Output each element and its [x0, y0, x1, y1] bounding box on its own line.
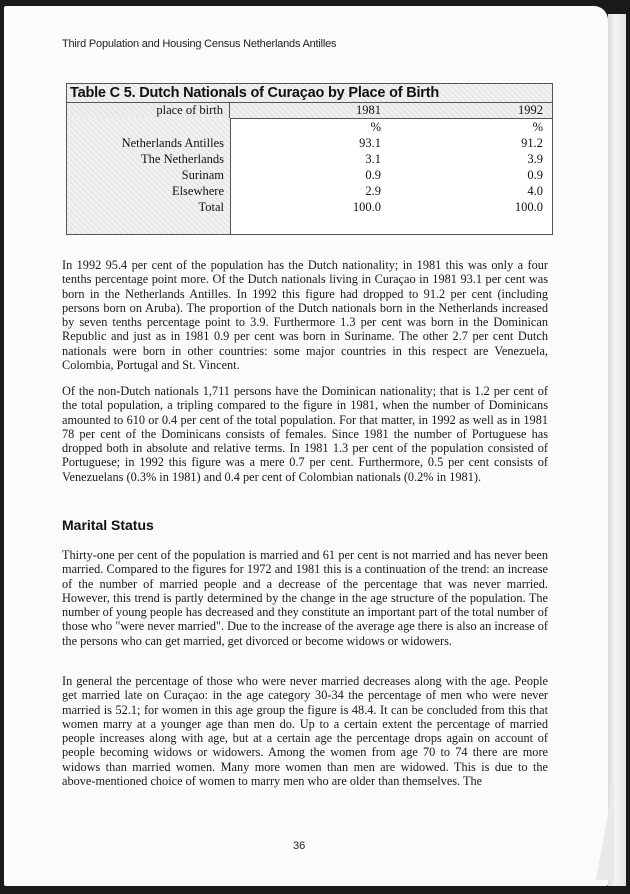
page-edge — [608, 14, 626, 886]
value-1992: 4.0 — [527, 184, 543, 198]
table-row — [67, 184, 552, 199]
value-1981: 100.0 — [352, 200, 381, 214]
value-1981: 0.9 — [365, 168, 381, 182]
unit-1992: % — [532, 120, 543, 134]
header-1992: 1992 — [518, 103, 543, 117]
row-label: Total — [198, 200, 224, 214]
page-curl — [596, 780, 614, 880]
table-row — [67, 152, 552, 167]
running-head: Third Population and Housing Census Netherlands Antilles — [62, 38, 337, 50]
table-row — [67, 168, 552, 183]
paragraph-never-married-by-age: In general the percentage of those who were never married decreases along with the age. People get married late on Curaçao: in the age category 30-34 the percentage of men who were never married is 52.1; for women in this age group the figure is 48.4. It can be concluded from this that women marry at a younger age than men do. Up to a certain extent the percentage of married people increases along with age, but at a certain age the percentage drops again on account of people becoming widows or widowers. Among the women from age 70 to 74 there are more widows than married women. Many more women than men are widowed. This is due to the above-mentioned choice of women to marry men who are older than themselves. The — [62, 674, 548, 789]
table-title: Table C 5. Dutch Nationals of Curaçao by Place of Birth — [67, 84, 552, 103]
paragraph-dutch-nationality: In 1992 95.4 per cent of the population has the Dutch nationality; in 1981 this was only a four tenths percentage point more. Of the Dutch nationals living in Curaçao in 1981 93.1 per cent was born in the Netherlands Antilles. In 1992 this figure had dropped to 91.2 per cent (including persons born on Aruba). The proportion of the Dutch nationals born in the Netherlands increased by seven tenths percentage point to 3.9. Furthermore 1.3 per cent was born in the Dominican Republic and just as in 1981 0.9 per cent was born in Suriname. The other 2.7 per cent Dutch nationals were born in other countries: some major countries in this respect are Venezuela, Colombia, Portugal and St. Vincent. — [62, 258, 548, 373]
section-heading-marital-status: Marital Status — [62, 517, 154, 533]
value-1981: 3.1 — [365, 152, 381, 166]
table-c5 — [66, 83, 553, 235]
value-1992: 3.9 — [527, 152, 543, 166]
value-1981: 93.1 — [359, 136, 381, 150]
value-1992: 0.9 — [527, 168, 543, 182]
table-row — [67, 136, 552, 151]
paragraph-non-dutch-nationals: Of the non-Dutch nationals 1,711 persons have the Dominican nationality; that is 1.2 per cent of the total population, a tripling compared to the figure in 1981, when the number of Dominicans amounted to 610 or 0.4 per cent of the total population. For that matter, in 1992 as well as in 1981 78 per cent of the Dominicans consists of females. Since 1981 the number of Portuguese has dropped both in absolute and relative terms. In 1981 1.3 per cent of the population consisted of Portuguese; in 1992 this figure was a mere 0.7 per cent. Furthermore, 0.5 per cent consists of Venezuelans (0.3% in 1981) and 0.4 per cent of Colombian nationals (0.2% in 1981). — [62, 384, 548, 484]
table-row-total — [67, 200, 552, 215]
row-label: The Netherlands — [141, 152, 224, 166]
header-1981: 1981 — [356, 103, 381, 117]
unit-1981: % — [370, 120, 381, 134]
row-label: Netherlands Antilles — [121, 136, 224, 150]
value-1992: 100.0 — [514, 200, 543, 214]
paragraph-marital-status-trend: Thirty-one per cent of the population is married and 61 per cent is not married and has never been married. Compared to the figures for 1972 and 1981 this is a continuation of the trend: an increase of the number of married people and a decrease of the percentage that was never married. However, this trend is partly determined by the change in the age structure of the population. The number of young people has decreased and they constitute an important part of the total number of those who "were never married". Due to the increase of the average age there is also an increase of the persons who can get married, get divorced or become widows or widowers. — [62, 548, 548, 648]
unit-row — [67, 120, 552, 135]
row-label: Surinam — [181, 168, 224, 182]
row-label: Elsewhere — [171, 184, 224, 198]
page-number: 36 — [293, 840, 306, 852]
header-place-of-birth: place of birth — [67, 103, 230, 118]
value-1981: 2.9 — [365, 184, 381, 198]
value-1992: 91.2 — [521, 136, 543, 150]
table-header-row — [67, 103, 552, 119]
